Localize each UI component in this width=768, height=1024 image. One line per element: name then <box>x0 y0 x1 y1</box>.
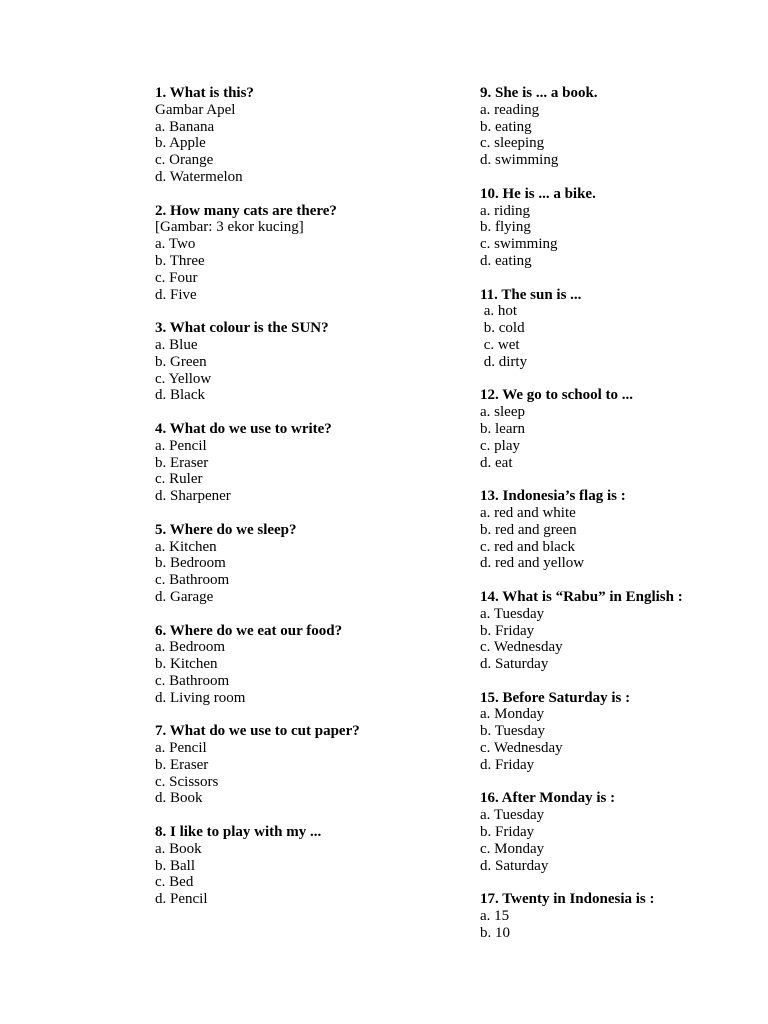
question-note: [Gambar: 3 ekor kucing] <box>155 219 304 236</box>
answer-option: c. red and black <box>480 538 575 555</box>
answer-option: a. Kitchen <box>155 538 217 555</box>
answer-option: d. Garage <box>155 588 214 605</box>
answer-option: c. Ruler <box>155 471 203 488</box>
answer-option: c. Wednesday <box>480 740 563 757</box>
question-7 <box>155 723 465 807</box>
question-title: 1. What is this? <box>155 85 254 101</box>
answer-option: a. riding <box>480 202 530 219</box>
answer-option: b. red and green <box>480 521 577 538</box>
answer-option: c. Bathroom <box>155 672 230 689</box>
answer-option: d. Watermelon <box>155 168 243 185</box>
question-4 <box>155 421 465 505</box>
question-title: 3. What colour is the SUN? <box>155 320 329 337</box>
answer-option: d. swimming <box>480 152 559 169</box>
question-2 <box>155 203 465 304</box>
answer-option: d. dirty <box>480 353 528 370</box>
answer-option: b. Friday <box>480 824 535 841</box>
answer-option: d. Five <box>155 286 197 303</box>
question-title: 13. Indonesia’s flag is : <box>480 488 626 505</box>
question-1 <box>155 85 465 186</box>
right-question-column <box>480 85 760 958</box>
answer-option: b. Ball <box>155 857 195 874</box>
answer-option: a. Two <box>155 236 196 253</box>
question-title: 16. After Monday is : <box>480 790 616 807</box>
question-16 <box>480 790 760 874</box>
answer-option: c. play <box>480 437 520 454</box>
question-12 <box>480 387 760 471</box>
answer-option: a. Monday <box>480 706 545 723</box>
answer-option: c. Scissors <box>155 773 219 790</box>
question-14 <box>480 589 760 673</box>
answer-option: c. Four <box>155 269 198 286</box>
answer-option: d. eat <box>480 454 513 471</box>
question-title: 7. What do we use to cut paper? <box>155 723 360 740</box>
question-title: 6. Where do we eat our food? <box>155 622 343 639</box>
question-title: 8. I like to play with my ... <box>155 824 322 841</box>
answer-option: c. Yellow <box>155 370 212 387</box>
question-title: 14. What is “Rabu” in English : <box>480 588 683 605</box>
answer-option: b. Eraser <box>155 756 209 773</box>
answer-option: d. Living room <box>155 689 246 706</box>
question-5 <box>155 522 465 606</box>
answer-option: a. reading <box>480 101 540 118</box>
answer-option: c. swimming <box>480 236 558 253</box>
answer-option: b. flying <box>480 219 531 236</box>
question-10 <box>480 186 760 270</box>
answer-option: b. Three <box>155 252 205 269</box>
answer-option: d. Sharpener <box>155 488 231 505</box>
answer-option: c. Monday <box>480 840 545 857</box>
answer-option: d. Pencil <box>155 891 208 908</box>
question-title: 5. Where do we sleep? <box>155 521 297 538</box>
question-title: 10. He is ... a bike. <box>480 185 596 202</box>
question-13 <box>480 488 760 572</box>
question-title: 17. Twenty in Indonesia is : <box>480 891 655 908</box>
question-17 <box>480 891 760 941</box>
question-6 <box>155 623 465 707</box>
answer-option: a. Pencil <box>155 437 207 454</box>
question-8 <box>155 824 465 908</box>
answer-option: a. Pencil <box>155 740 207 757</box>
answer-option: c. Orange <box>155 152 214 169</box>
answer-option: c. Bathroom <box>155 572 230 589</box>
answer-option: b. Apple <box>155 135 206 152</box>
answer-option: d. eating <box>480 252 532 269</box>
left-question-column <box>155 85 465 925</box>
answer-option: b. cold <box>480 320 525 337</box>
answer-option: a. Tuesday <box>480 807 545 824</box>
answer-option: c. wet <box>480 336 520 353</box>
answer-option: c. Bed <box>155 874 194 891</box>
answer-option: b. Bedroom <box>155 555 226 572</box>
question-title: 11. The sun is ... <box>480 286 582 303</box>
answer-option: a. Book <box>155 840 202 857</box>
answer-option: b. learn <box>480 420 525 437</box>
question-11 <box>480 287 760 371</box>
answer-option: d. Saturday <box>480 656 549 673</box>
answer-option: a. Banana <box>155 118 215 135</box>
answer-option: a. Blue <box>155 336 198 353</box>
answer-option: a. 15 <box>480 908 510 925</box>
answer-option: a. Bedroom <box>155 639 225 656</box>
answer-option: d. Book <box>155 790 203 807</box>
answer-option: b. eating <box>480 118 532 135</box>
answer-option: c. sleeping <box>480 135 545 152</box>
question-title: 12. We go to school to ... <box>480 387 634 404</box>
question-note: Gambar Apel <box>155 101 236 118</box>
answer-option: b. Eraser <box>155 454 209 471</box>
answer-option: b. Green <box>155 353 207 370</box>
question-title: 4. What do we use to write? <box>155 420 332 437</box>
answer-option: a. sleep <box>480 404 525 421</box>
answer-option: b. Tuesday <box>480 723 546 740</box>
question-title: 9. She is ... a book. <box>480 85 598 101</box>
answer-option: d. Black <box>155 387 205 404</box>
question-title: 15. Before Saturday is : <box>480 689 631 706</box>
answer-option: d. Saturday <box>480 857 549 874</box>
answer-option: a. hot <box>480 303 518 320</box>
answer-option: b. Friday <box>480 622 535 639</box>
answer-option: b. Kitchen <box>155 656 218 673</box>
answer-option: d. red and yellow <box>480 555 585 572</box>
question-3 <box>155 320 465 404</box>
answer-option: a. red and white <box>480 504 576 521</box>
answer-option: c. Wednesday <box>480 639 563 656</box>
question-15 <box>480 690 760 774</box>
answer-option: a. Tuesday <box>480 605 545 622</box>
answer-option: b. 10 <box>480 924 510 941</box>
question-9 <box>480 85 760 169</box>
question-title: 2. How many cats are there? <box>155 202 337 219</box>
answer-option: d. Friday <box>480 756 535 773</box>
